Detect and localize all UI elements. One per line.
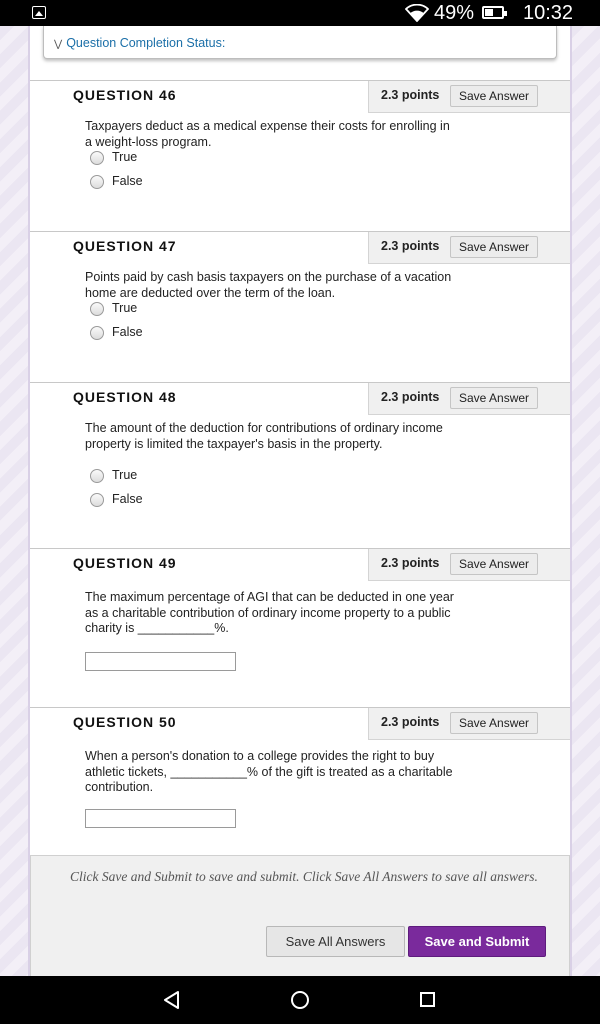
home-icon[interactable] xyxy=(291,991,309,1009)
clock: 10:32 xyxy=(523,2,574,24)
answer-input[interactable] xyxy=(85,809,236,828)
question-49 xyxy=(30,548,570,635)
question-header xyxy=(30,382,570,414)
question-text: When a person's donation to a college provides the right to buy athletic tickets, ___________% of the gift is treated as a charitable contribution. xyxy=(85,749,453,794)
save-answer-button[interactable]: Save Answer xyxy=(450,553,538,575)
question-text: Points paid by cash basis taxpayers on the purchase of a vacation home are deducted over the term of the loan. xyxy=(85,270,452,300)
radio-button[interactable] xyxy=(90,493,104,507)
navigation-bar xyxy=(0,976,600,1024)
points-box xyxy=(368,708,570,740)
submit-panel xyxy=(30,855,570,976)
question-text: Taxpayers deduct as a medical expense their costs for enrolling in a weight-loss program. xyxy=(85,119,450,149)
option-label: True xyxy=(112,468,138,482)
points-box xyxy=(368,232,570,264)
submit-instructions: Click Save and Submit to save and submit. Click Save All Answers to save all answers. xyxy=(70,869,538,884)
battery-icon xyxy=(482,6,504,19)
question-completion-status[interactable] xyxy=(43,26,557,59)
radio-button[interactable] xyxy=(90,151,104,165)
question-points: 2.3 points xyxy=(381,556,440,570)
notification-icon xyxy=(32,6,46,19)
back-icon[interactable] xyxy=(163,991,181,1009)
radio-button[interactable] xyxy=(90,469,104,483)
radio-button[interactable] xyxy=(90,326,104,340)
question-title: QUESTION 47 xyxy=(73,238,177,254)
option-label: False xyxy=(112,325,143,339)
save-all-answers-button[interactable]: Save All Answers xyxy=(266,926,405,957)
option-label: True xyxy=(112,150,138,164)
wifi-icon xyxy=(405,4,429,22)
battery-percent: 49% xyxy=(434,2,475,24)
save-and-submit-button[interactable]: Save and Submit xyxy=(408,926,546,957)
save-answer-button[interactable]: Save Answer xyxy=(450,712,538,734)
status-bar xyxy=(0,0,600,26)
recent-apps-icon[interactable] xyxy=(420,992,435,1007)
question-header xyxy=(30,707,570,739)
radio-button[interactable] xyxy=(90,302,104,316)
option-label: False xyxy=(112,174,143,188)
points-box xyxy=(368,81,570,113)
save-answer-button[interactable]: Save Answer xyxy=(450,85,538,107)
question-text: The maximum percentage of AGI that can be deducted in one year as a charitable contribution of ordinary income property to a public charity is ___________%. xyxy=(85,590,454,635)
page-margin-right xyxy=(570,26,600,976)
question-47 xyxy=(30,231,570,339)
question-48 xyxy=(30,382,570,506)
question-title: QUESTION 48 xyxy=(73,389,177,405)
question-title: QUESTION 49 xyxy=(73,555,177,571)
test-content xyxy=(30,26,570,976)
option-label: True xyxy=(112,301,138,315)
chevron-down-icon: ⋁ xyxy=(54,39,63,50)
question-points: 2.3 points xyxy=(381,715,440,729)
question-points: 2.3 points xyxy=(381,239,440,253)
completion-status-label: Question Completion Status: xyxy=(66,36,226,50)
question-points: 2.3 points xyxy=(381,390,440,404)
radio-button[interactable] xyxy=(90,175,104,189)
question-header xyxy=(30,548,570,580)
option-label: False xyxy=(112,492,143,506)
question-header xyxy=(30,231,570,263)
answer-input[interactable] xyxy=(85,652,236,671)
question-points: 2.3 points xyxy=(381,88,440,102)
question-50 xyxy=(30,707,570,794)
question-46 xyxy=(30,80,570,188)
question-title: QUESTION 46 xyxy=(73,87,177,103)
save-answer-button[interactable]: Save Answer xyxy=(450,387,538,409)
points-box xyxy=(368,383,570,415)
points-box xyxy=(368,549,570,581)
question-header xyxy=(30,80,570,112)
save-answer-button[interactable]: Save Answer xyxy=(450,236,538,258)
question-title: QUESTION 50 xyxy=(73,714,177,730)
question-text: The amount of the deduction for contributions of ordinary income property is limited the taxpayer's basis in the property. xyxy=(85,421,443,451)
page-margin-left xyxy=(0,26,30,976)
